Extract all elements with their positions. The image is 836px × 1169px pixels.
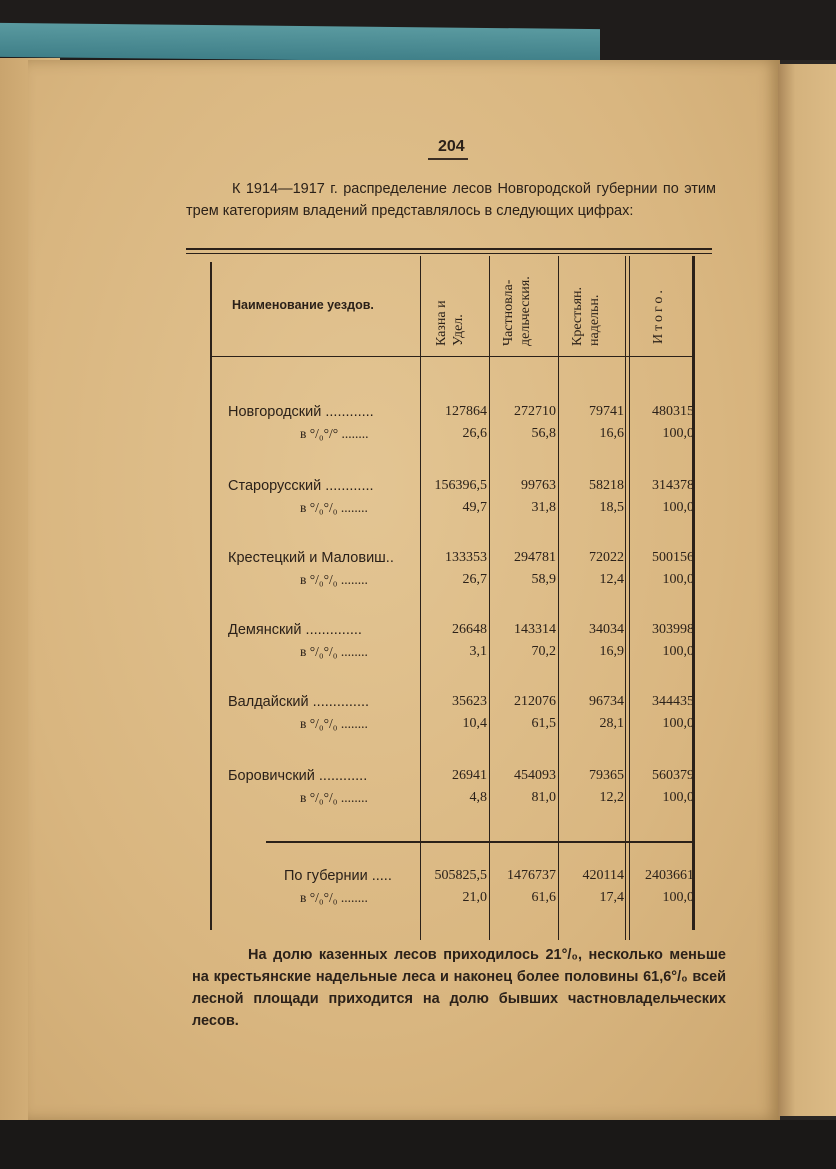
district-name: Старорусский ............	[228, 478, 374, 494]
percent-cell: 100,0	[662, 572, 694, 587]
value-cell: 143314	[514, 622, 556, 637]
book-cover-edge	[0, 23, 600, 63]
value-cell: 420114	[582, 868, 624, 883]
percent-label: в °/₀°/₀ ........	[300, 790, 368, 805]
district-name: Боровичский ............	[228, 768, 368, 784]
value-cell: 79365	[589, 768, 624, 783]
table-top-rule-2	[186, 253, 712, 254]
value-cell: 344435	[652, 694, 694, 709]
percent-cell: 16,9	[599, 644, 624, 659]
facing-page-edge	[778, 64, 836, 1116]
value-cell: 35623	[452, 694, 487, 709]
percent-cell: 4,8	[469, 790, 487, 805]
value-cell: 480315	[652, 404, 694, 419]
header-total: Итого.	[651, 287, 666, 344]
percent-cell: 70,2	[531, 644, 556, 659]
table-col-rule-1	[420, 256, 421, 940]
value-cell: 303998	[652, 622, 694, 637]
header-peasant: Крестьян. надельн.	[570, 286, 602, 346]
value-cell: 34034	[589, 622, 624, 637]
percent-cell: 17,4	[599, 890, 624, 905]
value-cell: 314378	[652, 478, 694, 493]
value-cell: 454093	[514, 768, 556, 783]
percent-cell: 100,0	[662, 500, 694, 515]
value-cell: 212076	[514, 694, 556, 709]
page-number: 204	[438, 138, 465, 155]
percent-cell: 100,0	[662, 716, 694, 731]
table-right-rule	[692, 256, 695, 930]
table-top-rule	[186, 248, 712, 250]
header-private: Частновла- дельческия.	[501, 276, 533, 346]
percent-label: в °/₀°/₀ ........	[300, 890, 368, 905]
value-cell: 294781	[514, 550, 556, 565]
percent-cell: 56,8	[531, 426, 556, 441]
outro-paragraph: На долю казенных лесов приходилось 21°/₀, несколько меньше на крестьянские надельные леса и наконец более половины 61,6°/₀ всей лесной площади приходится на долю бывших частновладельческих лесов.	[192, 947, 726, 1029]
value-cell: 99763	[521, 478, 556, 493]
percent-label: в °/₀°/₀ ........	[300, 500, 368, 515]
percent-cell: 12,2	[599, 790, 624, 805]
value-cell: 72022	[589, 550, 624, 565]
district-name: Демянский ..............	[228, 622, 362, 638]
percent-cell: 100,0	[662, 890, 694, 905]
value-cell: 26648	[452, 622, 487, 637]
table-col-rule-4a	[625, 256, 626, 940]
percent-cell: 18,5	[599, 500, 624, 515]
percent-cell: 3,1	[469, 644, 487, 659]
table-left-rule	[210, 262, 212, 930]
percent-cell: 100,0	[662, 426, 694, 441]
percent-label: в °/₀°/₀ ........	[300, 572, 368, 587]
percent-label: в °/₀°/₀ ........	[300, 644, 368, 659]
value-cell: 79741	[589, 404, 624, 419]
percent-cell: 10,4	[462, 716, 487, 731]
value-cell: 505825,5	[434, 868, 487, 883]
intro-paragraph: К 1914—1917 г. распределение лесов Новгородской губернии по этим трем категориям владений представлялось в следующих цифрах:	[186, 181, 716, 219]
percent-cell: 100,0	[662, 790, 694, 805]
district-name: Новгородский ............	[228, 404, 374, 420]
percent-cell: 61,6	[531, 890, 556, 905]
value-cell: 133353	[445, 550, 487, 565]
header-district-name: Наименование уездов.	[232, 298, 374, 312]
background-bottom	[0, 1120, 836, 1169]
table-col-rule-3	[558, 256, 559, 940]
value-cell: 58218	[589, 478, 624, 493]
district-name: По губернии .....	[284, 868, 392, 884]
table-col-rule-2	[489, 256, 490, 940]
percent-cell: 31,8	[531, 500, 556, 515]
percent-cell: 26,6	[462, 426, 487, 441]
percent-cell: 26,7	[462, 572, 487, 587]
value-cell: 96734	[589, 694, 624, 709]
percent-cell: 58,9	[531, 572, 556, 587]
value-cell: 272710	[514, 404, 556, 419]
value-cell: 560379	[652, 768, 694, 783]
table-col-rule-4b	[629, 256, 630, 940]
percent-cell: 61,5	[531, 716, 556, 731]
percent-cell: 49,7	[462, 500, 487, 515]
district-name: Крестецкий и Маловиш..	[228, 550, 394, 566]
value-cell: 156396,5	[434, 478, 487, 493]
district-name: Валдайский ..............	[228, 694, 370, 710]
percent-cell: 12,4	[599, 572, 624, 587]
value-cell: 127864	[445, 404, 487, 419]
value-cell: 500156	[652, 550, 694, 565]
value-cell: 2403661	[645, 868, 694, 883]
header-crown: Казна и Удел.	[434, 300, 466, 346]
percent-cell: 28,1	[599, 716, 624, 731]
percent-cell: 100,0	[662, 644, 694, 659]
percent-label: в °/₀°/₀ ........	[300, 716, 368, 731]
value-cell: 1476737	[507, 868, 556, 883]
page-number-underline	[428, 158, 468, 160]
table-header-rule	[212, 356, 692, 357]
percent-cell: 21,0	[462, 890, 487, 905]
percent-cell: 16,6	[599, 426, 624, 441]
percent-label: в °/₀°/° ........	[300, 426, 369, 441]
value-cell: 26941	[452, 768, 487, 783]
percent-cell: 81,0	[531, 790, 556, 805]
